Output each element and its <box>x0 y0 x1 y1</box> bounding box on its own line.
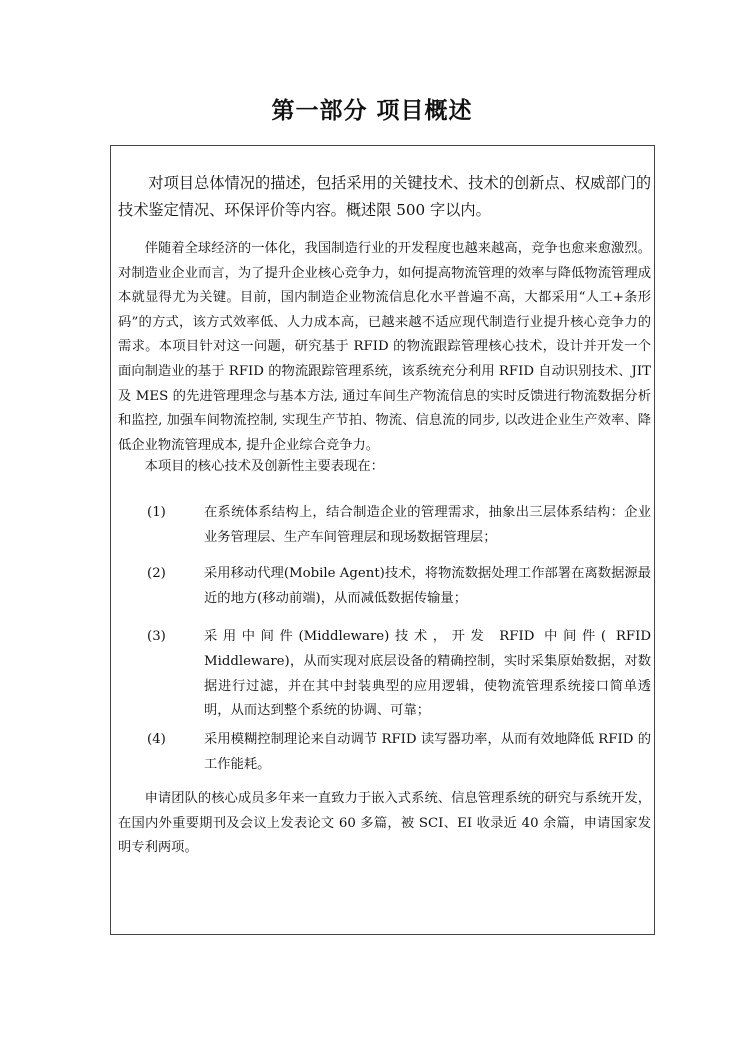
list-text: 采用中间件(Middleware)技术，开发 RFID 中间件( RFID Middleware)，从而实现对底层设备的精确控制，实时采集原始数据，对数据进行过滤，并在其中封装典型的应用逻辑，使物流管理系统接口简单透明，从而达到整个系统的协调、可靠； <box>204 629 651 719</box>
overview-box <box>110 145 655 935</box>
team-paragraph: 申请团队的核心成员多年来一直致力于嵌入式系统、信息管理系统的研究与系统开发，在国内外重要期刊及会议上发表论文 60 多篇，被 SCI、EI 收录近 40 余篇，申请国家发明专利两项。 <box>118 791 651 856</box>
list-number: (1) <box>147 505 166 520</box>
background-paragraph: 伴随着全球经济的一体化，我国制造行业的开发程度也越来越高，竞争也愈来愈激烈。对制造业企业而言，为了提升企业核心竞争力，如何提高物流管理的效率与降低物流管理成本就显得尤为关键。目前，国内制造企业物流信息化水平普遍不高，大都采用“人工+条形码”的方式，该方式效率低、人力成本高，已越来越不适应现代制造行业提升核心竞争力的需求。本项目针对这一问题，研究基于 RFID 的物流跟踪管理核心技术，设计并开发一个面向制造业的基于 RFID 的物流跟踪管理系统，该系统充分利用 RFID 自动识别技术、JIT 及 MES 的先进管理理念与基本方法, 通过车间生产物流信息的实时反馈进行物流数据分析和监控, 加强车间物流控制, 实现生产节拍、物流、信息流的同步, 以改进企业生产效率、降低企业物流管理成本, 提升企业综合竞争力。 <box>118 241 651 453</box>
list-number: (2) <box>147 566 166 581</box>
innovation-intro: 本项目的核心技术及创新性主要表现在： <box>144 459 384 474</box>
list-text: 采用模糊控制理论来自动调节 RFID 读写器功率，从而有效地降低 RFID 的工作能耗。 <box>204 732 651 772</box>
list-number: (4) <box>147 732 166 747</box>
instruction-text: 对项目总体情况的描述，包括采用的关键技术、技术的创新点、权威部门的技术鉴定情况、环保评价等内容。概述限 500 字以内。 <box>118 174 651 219</box>
page-title: 第一部分 项目概述 <box>271 97 473 124</box>
list-text: 在系统体系结构上，结合制造企业的管理需求，抽象出三层体系结构：企业业务管理层、生产车间管理层和现场数据管理层； <box>204 505 651 545</box>
list-text: 采用移动代理(Mobile Agent)技术，将物流数据处理工作部署在离数据源最近的地方(移动前端)，从而减低数据传输量； <box>204 566 651 606</box>
list-number: (3) <box>147 629 166 644</box>
